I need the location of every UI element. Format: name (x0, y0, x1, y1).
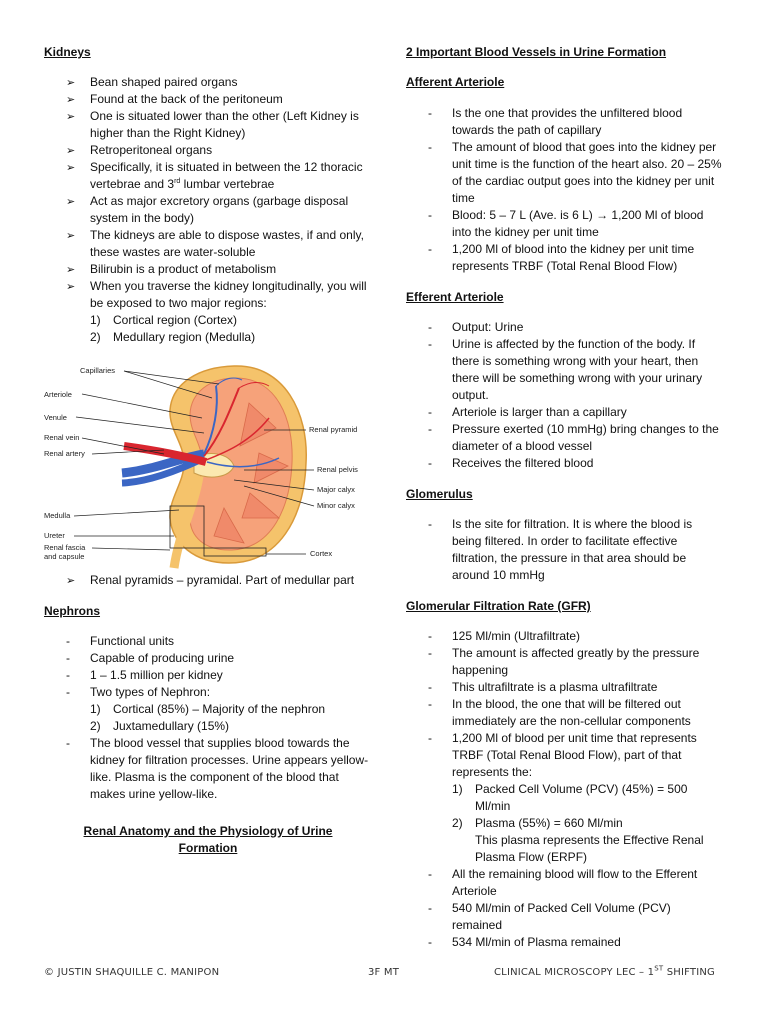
list-item (406, 696, 724, 730)
label-major-calyx: Major calyx (317, 485, 355, 494)
list-item (406, 105, 724, 139)
nephron-types-list (90, 701, 374, 735)
pyramid-list (44, 572, 374, 589)
list-item (406, 934, 724, 951)
nephrons-list (44, 633, 374, 803)
list-item-text: Arteriole is larger than a capillary (452, 405, 627, 419)
list-item-text: Renal pyramids – pyramidal. Part of medullar part (90, 573, 355, 587)
list-item (44, 74, 374, 91)
list-item-text: The amount of blood that goes into the kidney per unit time is the function of the heart also. 20 – 25% of the cardiac output goes into the kidney per unit time (452, 140, 722, 205)
list-item (406, 336, 724, 404)
list-item (44, 278, 374, 346)
list-item (406, 241, 724, 275)
afferent-heading: Afferent Arteriole (406, 75, 505, 89)
list-item (90, 312, 374, 329)
footer-course-tail: SHIFTING (663, 967, 715, 978)
list-item-text: 1 – 1.5 million per kidney (90, 668, 223, 682)
list-item (406, 679, 724, 696)
kidney-illustration (44, 358, 374, 570)
list-item-text: All the remaining blood will flow to the Efferent Arteriole (452, 867, 698, 898)
label-cortex: Cortex (310, 549, 333, 558)
list-item (406, 421, 724, 455)
footer-course-text: CLINICAL MICROSCOPY LEC – 1 (494, 967, 655, 978)
list-item (44, 667, 374, 684)
regions-list (90, 312, 374, 346)
list-item-text: Medullary region (Medulla) (113, 330, 256, 344)
list-item-text: In the blood, the one that will be filtered out immediately are the non-cellular components (452, 697, 691, 728)
list-item-text: The kidneys are able to dispose wastes, if and only, these wastes are water-soluble (90, 228, 364, 259)
list-item (44, 572, 374, 589)
list-item (44, 261, 374, 278)
list-item-text: Bilirubin is a product of metabolism (90, 262, 277, 276)
list-item (406, 730, 724, 866)
superscript: rd (174, 178, 181, 185)
list-item (44, 159, 374, 193)
list-item (90, 701, 374, 718)
list-item-text: 540 Ml/min of Packed Cell Volume (PCV) remained (452, 901, 671, 932)
right-column (406, 44, 724, 951)
list-item-text: Plasma (55%) = 660 Ml/min (475, 816, 623, 830)
list-item-text: 1,200 Ml of blood into the kidney per unit time represents TRBF (Total Renal Blood Flow) (452, 242, 695, 273)
item-number: 1) (452, 782, 463, 796)
footer-course (494, 964, 715, 981)
list-item (406, 404, 724, 421)
label-capillaries: Capillaries (80, 366, 116, 375)
list-item (44, 91, 374, 108)
list-item-text: 1,200 Ml of blood per unit time that represents TRBF (Total Renal Blood Flow), part of that represents the: (452, 731, 697, 779)
label-venule: Venule (44, 413, 67, 422)
list-item-note: This plasma represents the Effective Renal Plasma Flow (ERPF) (475, 833, 704, 864)
label-medulla: Medulla (44, 511, 71, 520)
renal-anatomy-heading-text: Renal Anatomy and the Physiology of Urine Formation (83, 824, 333, 855)
label-renal-vein: Renal vein (44, 433, 80, 442)
nephrons-heading: Nephrons (44, 604, 101, 618)
gfr-list (406, 628, 724, 951)
list-item-text: Pressure exerted (10 mmHg) bring changes to the diameter of a blood vessel (452, 422, 719, 453)
list-item (44, 650, 374, 667)
list-item-text: Blood: 5 – 7 L (Ave. is 6 L) → 1,200 Ml of blood into the kidney per unit time (452, 208, 704, 239)
efferent-heading: Efferent Arteriole (406, 290, 504, 304)
list-item (406, 319, 724, 336)
list-item (406, 139, 724, 207)
kidneys-heading: Kidneys (44, 45, 91, 59)
list-item-text: One is situated lower than the other (Left Kidney is higher than the Right Kidney) (90, 109, 359, 140)
list-item (44, 193, 374, 227)
list-item (406, 516, 724, 584)
list-item (452, 815, 724, 866)
list-item-text: Specifically, it is situated in between the 12 thoracic vertebrae and 3 (90, 160, 363, 191)
gfr-heading: Glomerular Filtration Rate (GFR) (406, 599, 591, 613)
list-item (44, 684, 374, 735)
list-item-text: Found at the back of the peritoneum (90, 92, 283, 106)
gfr-sub-list (452, 781, 724, 866)
list-item (90, 718, 374, 735)
label-renal-pyramid: Renal pyramid (309, 425, 358, 434)
list-item-text: Functional units (90, 634, 175, 648)
list-item (44, 142, 374, 159)
list-item (406, 628, 724, 645)
list-item (406, 207, 724, 241)
list-item-text: Act as major excretory organs (garbage disposal system in the body) (90, 194, 349, 225)
kidney-diagram (44, 358, 374, 570)
item-number: 2) (90, 330, 101, 344)
list-item (452, 781, 724, 815)
list-item-text: Urine is affected by the function of the body. If there is something wrong with your heart, then there will be something wrong with your urinary output. (452, 337, 703, 402)
list-item-text: Is the site for filtration. It is where the blood is being filtered. In order to facilitate effective filtration, the pressure in that area should be around 10 mmHg (452, 517, 693, 582)
footer-course-sup: ST (654, 964, 664, 973)
label-minor-calyx: Minor calyx (317, 501, 355, 510)
list-item-text: Is the one that provides the unfiltered blood towards the path of capillary (452, 106, 683, 137)
label-arteriole: Arteriole (44, 390, 72, 399)
list-item (90, 329, 374, 346)
list-item (406, 866, 724, 900)
glomerulus-heading: Glomerulus (406, 487, 473, 501)
footer-section: 3F MT (368, 967, 400, 978)
list-item-text: Juxtamedullary (15%) (113, 719, 230, 733)
afferent-list (406, 105, 724, 275)
left-column (44, 44, 374, 857)
list-item-text: When you traverse the kidney longitudinally, you will be exposed to two major regions: (90, 279, 367, 310)
kidneys-list (44, 74, 374, 346)
glomerulus-list (406, 516, 724, 584)
list-item-text: Bean shaped paired organs (90, 75, 238, 89)
item-number: 2) (452, 816, 463, 830)
list-item-text: The amount is affected greatly by the pressure happening (452, 646, 700, 677)
label-ureter: Ureter (44, 531, 65, 540)
label-renal-fascia: Renal fascia (44, 543, 86, 552)
list-item (44, 735, 374, 803)
list-item-text: Capable of producing urine (90, 651, 235, 665)
list-item-text: Output: Urine (452, 320, 524, 334)
list-item (44, 633, 374, 650)
list-item (406, 455, 724, 472)
list-item-text: This ultrafiltrate is a plasma ultrafiltrate (452, 680, 658, 694)
list-item-text: 534 Ml/min of Plasma remained (452, 935, 621, 949)
list-item (44, 108, 374, 142)
list-item-text: Retroperitoneal organs (90, 143, 213, 157)
list-item (44, 227, 374, 261)
list-item-text: Receives the filtered blood (452, 456, 594, 470)
label-renal-artery: Renal artery (44, 449, 85, 458)
list-item-text: Two types of Nephron: (90, 685, 211, 699)
footer-author: © JUSTIN SHAQUILLE C. MANIPON (44, 967, 220, 978)
list-item-text: 125 Ml/min (Ultrafiltrate) (452, 629, 581, 643)
list-item-text: Packed Cell Volume (PCV) (45%) = 500 Ml/min (475, 782, 688, 813)
list-item (406, 645, 724, 679)
list-item (406, 900, 724, 934)
efferent-list (406, 319, 724, 472)
vessels-heading: 2 Important Blood Vessels in Urine Formation (406, 45, 667, 59)
item-number: 1) (90, 702, 101, 716)
list-item-text: The blood vessel that supplies blood towards the kidney for filtration processes. Urine appears yellow-like. Plasma is the component of the blood that makes urine yellow-like. (90, 736, 369, 801)
item-number: 1) (90, 313, 101, 327)
item-number: 2) (90, 719, 101, 733)
list-item-text: Cortical region (Cortex) (113, 313, 238, 327)
label-renal-pelvis: Renal pelvis (317, 465, 358, 474)
list-item-text: Cortical (85%) – Majority of the nephron (113, 702, 326, 716)
label-and-capsule: and capsule (44, 552, 85, 561)
list-item-text: lumbar vertebrae (180, 177, 275, 191)
renal-anatomy-heading (44, 823, 374, 857)
